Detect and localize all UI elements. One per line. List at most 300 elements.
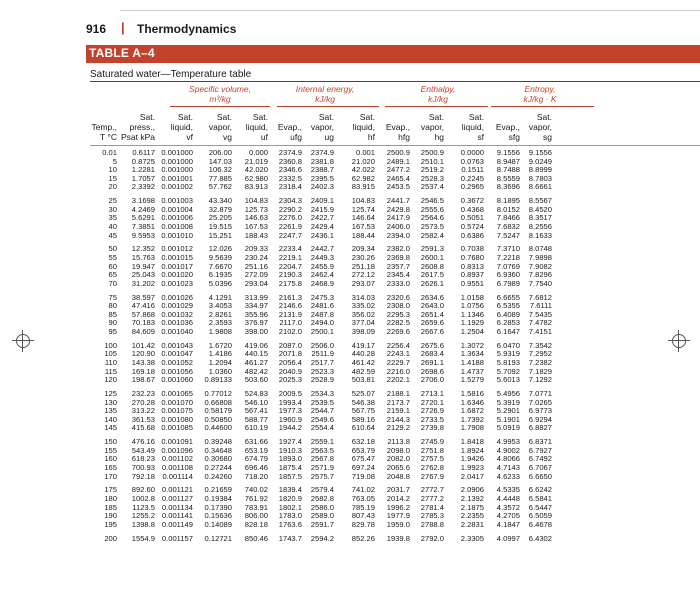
cell-hg: 2626.1 (420, 278, 444, 288)
cell-ug: 2374.9 (310, 148, 334, 157)
cell-ufg: 2146.6 (278, 301, 302, 311)
cell-hg: 2659.6 (420, 318, 444, 328)
cell-vg: 0.77012 (204, 389, 232, 398)
cell-hg: 2788.8 (420, 519, 444, 529)
cell-psat: 0.8725 (131, 156, 155, 166)
cell-hfg: 2065.6 (386, 463, 410, 472)
cell-ug: 2523.3 (310, 366, 334, 376)
cell-ufg: 2360.8 (278, 156, 302, 166)
cell-ufg: 2233.4 (278, 244, 302, 254)
cell-ug: 2449.3 (310, 253, 334, 262)
cell-vg: 3.4053 (208, 301, 232, 311)
cell-hfg: 2357.7 (386, 261, 410, 271)
cell-uf: 293.04 (244, 278, 268, 288)
cell-sf: 1.5816 (460, 389, 484, 398)
cell-ug: 2468.9 (310, 278, 334, 288)
cell-temp: 95 (108, 327, 117, 336)
cell-hfg: 1977.9 (386, 511, 410, 521)
cell-hf: 697.24 (351, 463, 375, 472)
col-header-hf-line0: Sat. (359, 112, 375, 122)
cell-hf: 785.19 (351, 502, 375, 512)
cell-hg: 2713.1 (420, 389, 444, 398)
cell-hf: 398.09 (351, 327, 375, 336)
cell-vg: 1.9808 (208, 327, 232, 336)
cell-ug: 2481.6 (310, 301, 334, 311)
cell-vf: 0.001040 (161, 327, 193, 336)
cell-vf: 0.001070 (161, 397, 193, 407)
col-header-vf-line2: vf (186, 132, 193, 142)
cell-temp: 35 (108, 213, 117, 223)
cell-hg: 2555.6 (420, 204, 444, 214)
cell-temp: 105 (104, 349, 117, 359)
cell-uf: 146.63 (244, 213, 268, 223)
cell-hf: 482.59 (351, 366, 375, 376)
cell-ug: 2415.9 (310, 204, 334, 214)
cell-vf: 0.001127 (161, 494, 193, 503)
cell-hf: 632.18 (351, 437, 375, 447)
cell-temp: 155 (104, 445, 117, 455)
cell-hg: 2739.8 (420, 423, 444, 433)
group-entropy-unit: kJ/kg · K (523, 94, 557, 104)
cell-hf: 461.42 (351, 358, 375, 367)
cell-ug: 2436.1 (310, 230, 334, 240)
cell-sf: 0.6386 (460, 230, 484, 240)
cell-vf: 0.001108 (161, 463, 193, 472)
cell-sf: 1.1346 (460, 309, 484, 319)
cell-temp: 165 (104, 463, 117, 472)
cell-temp: 55 (108, 253, 117, 262)
cell-vf: 0.001114 (162, 471, 193, 481)
cell-sg: 6.6242 (528, 485, 552, 495)
col-header-hg-line1: vapor, (420, 122, 444, 132)
cell-uf: 524.83 (244, 389, 268, 398)
table-label: TABLE A–4 (89, 46, 155, 60)
cell-uf: 355.96 (244, 309, 268, 319)
cell-sfg: 6.1647 (496, 327, 520, 336)
cell-vg: 19.515 (208, 222, 232, 231)
cell-uf: 588.77 (244, 414, 268, 424)
cell-uf: 653.19 (244, 445, 268, 455)
cell-uf: 188.43 (244, 230, 268, 240)
cell-ug: 2567.8 (310, 454, 334, 464)
cell-vf: 0.001047 (161, 349, 193, 359)
cell-temp: 180 (104, 494, 117, 503)
col-header-uf-line1: liquid, (245, 122, 268, 132)
cell-sf: 1.1929 (460, 318, 484, 328)
cell-hfg: 2308.0 (386, 301, 410, 311)
cell-hfg: 2173.7 (386, 397, 410, 407)
cell-sfg: 6.6655 (496, 292, 520, 302)
cell-hg: 2634.6 (420, 292, 444, 302)
cell-sfg: 5.0919 (496, 423, 520, 433)
cell-psat: 31.202 (131, 278, 155, 288)
cell-sg: 7.5435 (528, 309, 552, 319)
cell-temp: 0.01 (102, 148, 117, 157)
cell-ug: 2586.0 (310, 502, 334, 512)
cell-psat: 792.18 (131, 471, 155, 481)
cell-ug: 2388.7 (310, 165, 334, 175)
cell-sfg: 4.9002 (496, 445, 520, 455)
cell-vf: 0.001023 (161, 278, 193, 288)
cell-hfg: 2243.1 (386, 349, 410, 359)
cell-hf: 377.04 (351, 318, 375, 328)
cell-vg: 0.39248 (204, 437, 232, 447)
cell-ufg: 1910.3 (278, 445, 302, 455)
cell-sf: 1.3634 (460, 349, 484, 359)
cell-hf: 503.81 (351, 375, 375, 385)
col-header-temp-line1: Temp., (91, 122, 117, 132)
cell-sf: 0.0763 (460, 156, 484, 166)
cell-ug: 2528.9 (310, 375, 334, 385)
cell-ug: 2549.6 (310, 414, 334, 424)
cell-ufg: 1893.0 (278, 454, 302, 464)
cell-temp: 45 (108, 230, 117, 240)
cell-sg: 8.6661 (528, 182, 552, 192)
cell-vf: 0.001003 (161, 196, 193, 206)
cell-ufg: 2175.8 (278, 278, 302, 288)
cell-temp: 80 (108, 301, 117, 311)
cell-sg: 6.7492 (528, 454, 552, 464)
cell-sg: 6.4302 (528, 533, 552, 543)
cell-sf: 0.5051 (460, 213, 484, 223)
cell-temp: 200 (104, 533, 117, 543)
cell-hfg: 2202.1 (386, 375, 410, 385)
cell-hfg: 2113.8 (387, 437, 410, 447)
cell-vf: 0.001015 (161, 253, 193, 262)
col-header-psat-line1: press., (129, 122, 155, 132)
cell-sf: 0.3672 (460, 196, 484, 206)
cell-hf: 83.915 (351, 182, 375, 192)
cell-sg: 7.6812 (528, 292, 552, 302)
cell-vg: 206.00 (208, 148, 232, 157)
cell-ug: 2554.4 (310, 423, 334, 433)
cell-psat: 361.53 (131, 414, 155, 424)
cell-ug: 2442.7 (310, 244, 334, 254)
cell-hfg: 2048.8 (386, 471, 410, 481)
cell-sfg: 7.3710 (496, 244, 520, 254)
cell-ug: 2455.9 (310, 261, 334, 271)
cell-hfg: 2031.7 (386, 485, 410, 495)
cell-psat: 15.763 (131, 253, 155, 262)
cell-ufg: 1839.4 (278, 485, 302, 495)
cell-vg: 0.24260 (204, 471, 232, 481)
cell-vg: 0.34648 (204, 445, 232, 455)
group-enthalpy-unit: kJ/kg (428, 94, 448, 104)
cell-ufg: 2040.9 (278, 366, 302, 376)
cell-ufg: 1977.3 (278, 406, 302, 416)
cell-hf: 675.47 (351, 454, 375, 464)
cell-hg: 2777.2 (420, 494, 444, 503)
cell-hf: 293.07 (351, 278, 375, 288)
cell-sg: 6.5059 (528, 511, 552, 521)
cell-vf: 0.001141 (161, 511, 193, 521)
cell-hf: 314.03 (351, 292, 375, 302)
cell-temp: 20 (108, 182, 117, 192)
cell-vf: 0.001032 (161, 309, 193, 319)
cell-sg: 7.9082 (528, 261, 552, 271)
cell-vf: 0.001010 (161, 230, 193, 240)
cell-hf: 763.05 (351, 494, 375, 503)
col-header-temp-line2: T °C (100, 132, 117, 142)
cell-vg: 5.0396 (208, 278, 232, 288)
cell-hfg: 2345.4 (386, 270, 410, 280)
group-enthalpy: Enthalpy, (420, 84, 456, 94)
col-header-psat-line0: Sat. (139, 112, 155, 122)
cell-uf: 376.97 (244, 318, 268, 328)
cell-vf: 0.001026 (161, 292, 193, 302)
cell-vf: 0.001056 (161, 366, 193, 376)
cell-hfg: 2229.7 (386, 358, 410, 367)
cell-vg: 1.0360 (208, 366, 232, 376)
cell-uf: 251.16 (244, 261, 268, 271)
cell-vg: 0.30680 (204, 454, 232, 464)
cell-uf: 313.99 (244, 292, 268, 302)
cell-sg: 7.8296 (528, 270, 552, 280)
cell-vg: 43.340 (208, 196, 232, 206)
cell-sf: 1.2504 (460, 327, 484, 336)
cell-sf: 1.9923 (460, 463, 484, 472)
table-label-band (86, 45, 700, 63)
cell-vg: 6.1935 (208, 270, 232, 280)
cell-hg: 2600.1 (420, 253, 444, 262)
cell-hf: 125.74 (351, 204, 375, 214)
cell-ufg: 2190.3 (278, 270, 302, 280)
cell-psat: 892.60 (131, 485, 155, 495)
cell-temp: 120 (104, 375, 117, 385)
cell-temp: 50 (108, 244, 117, 254)
cell-hfg: 2453.5 (386, 182, 410, 192)
cell-hg: 2698.6 (420, 366, 444, 376)
cell-ug: 2544.7 (310, 406, 334, 416)
cell-sf: 2.0906 (460, 485, 484, 495)
cell-sg: 9.1556 (528, 148, 552, 157)
cell-uf: 850.46 (244, 533, 268, 543)
col-header-vf-line0: Sat. (177, 112, 193, 122)
cell-sfg: 4.7143 (496, 463, 520, 472)
cell-vf: 0.001020 (161, 270, 193, 280)
cell-sg: 9.0249 (528, 156, 552, 166)
cell-ufg: 2117.0 (279, 318, 302, 328)
cell-ufg: 2161.3 (278, 292, 302, 302)
cell-hg: 2573.5 (420, 222, 444, 231)
cell-sfg: 7.6832 (496, 222, 520, 231)
cell-sg: 8.5567 (528, 196, 552, 206)
cell-vf: 0.001075 (161, 406, 193, 416)
col-header-uf-line0: Sat. (252, 112, 268, 122)
cell-sfg: 6.7989 (496, 278, 520, 288)
cell-ufg: 2025.3 (278, 375, 302, 385)
cell-vf: 0.001000 (161, 165, 193, 175)
cell-sfg: 4.5335 (496, 485, 520, 495)
cell-sfg: 5.7092 (496, 366, 520, 376)
cell-sfg: 4.9953 (496, 437, 520, 447)
cell-psat: 1002.8 (131, 494, 155, 503)
cell-hf: 21.020 (351, 156, 375, 166)
cell-sf: 0.7680 (460, 253, 484, 262)
group-specific-volume-unit: m³/kg (209, 94, 231, 104)
cell-ufg: 2056.4 (278, 358, 302, 367)
cell-hf: 104.83 (351, 196, 375, 206)
cell-psat: 543.49 (131, 445, 155, 455)
cell-sg: 8.8999 (528, 165, 552, 175)
cell-hg: 2564.6 (420, 213, 444, 223)
header-bottom-rule (90, 145, 700, 146)
cell-sfg: 4.4448 (496, 494, 520, 503)
cell-temp: 30 (108, 204, 117, 214)
cell-ufg: 1743.7 (278, 533, 302, 543)
cell-ug: 2395.5 (310, 173, 334, 183)
cell-hfg: 2159.1 (386, 406, 410, 416)
cell-temp: 85 (108, 309, 117, 319)
col-header-ufg-line1: Evap., (277, 122, 302, 132)
cell-hg: 2675.6 (420, 340, 444, 350)
cell-sf: 2.3305 (460, 533, 484, 543)
cell-vg: 32.879 (208, 204, 232, 214)
cell-ug: 2575.7 (310, 471, 334, 481)
cell-ufg: 2219.1 (278, 253, 302, 262)
cell-psat: 169.18 (131, 366, 155, 376)
cell-hfg: 1939.8 (386, 533, 410, 543)
cell-ug: 2511.9 (311, 349, 334, 359)
cell-hf: 719.08 (351, 471, 375, 481)
cell-sf: 1.9426 (460, 454, 484, 464)
cell-vf: 0.001121 (161, 485, 193, 495)
cell-vg: 9.5639 (208, 253, 232, 262)
cell-vg: 0.21659 (204, 485, 232, 495)
header-separator: | (121, 20, 125, 35)
cell-psat: 0.6117 (132, 148, 155, 157)
cell-ufg: 2374.9 (278, 148, 302, 157)
cell-ug: 2559.1 (310, 437, 334, 447)
cell-psat: 1.2281 (131, 165, 155, 175)
cell-psat: 270.28 (131, 397, 155, 407)
cell-vf: 0.001036 (161, 318, 193, 328)
cell-hg: 2751.8 (420, 445, 444, 455)
cell-ufg: 2087.0 (278, 340, 302, 350)
cell-hfg: 2477.2 (386, 165, 410, 175)
cell-hfg: 1959.0 (386, 519, 410, 529)
col-header-uf-line2: uf (260, 132, 268, 142)
cell-hg: 2733.5 (420, 414, 444, 424)
cell-sf: 0.8937 (460, 270, 484, 280)
cell-hf: 525.07 (351, 389, 375, 398)
cell-hg: 2745.9 (420, 437, 444, 447)
cell-sf: 1.0158 (460, 292, 484, 302)
cell-psat: 415.68 (131, 423, 155, 433)
cell-sg: 6.8371 (528, 437, 552, 447)
cell-uf: 631.66 (244, 437, 268, 447)
cell-vg: 0.17390 (204, 502, 232, 512)
cell-vg: 2.8261 (208, 309, 232, 319)
cell-hfg: 2500.9 (386, 148, 410, 157)
cell-sg: 7.1829 (528, 366, 552, 376)
cell-uf: 482.42 (244, 366, 268, 376)
cell-sfg: 8.0152 (496, 204, 520, 214)
cell-ufg: 2261.9 (278, 222, 302, 231)
cell-uf: 783.91 (244, 502, 268, 512)
cell-hf: 188.44 (351, 230, 375, 240)
cell-ug: 2402.3 (310, 182, 334, 192)
cell-temp: 40 (108, 222, 117, 231)
group-specific-volume: Specific volume, (189, 84, 251, 94)
cell-hf: 42.022 (351, 165, 375, 175)
cell-ug: 2582.8 (310, 494, 334, 503)
cell-vf: 0.001157 (161, 533, 193, 543)
cell-sf: 1.8924 (460, 445, 484, 455)
cell-ug: 2429.4 (310, 222, 334, 231)
cell-sfg: 8.3696 (496, 182, 520, 192)
cell-sf: 2.0417 (460, 471, 484, 481)
cell-uf: 610.19 (244, 423, 268, 433)
cell-vf: 0.001080 (161, 414, 193, 424)
col-header-ug-line1: vapor, (310, 122, 334, 132)
cell-uf: 209.33 (244, 244, 268, 254)
cell-vf: 0.001000 (161, 156, 193, 166)
cell-vf: 0.001043 (161, 340, 193, 350)
cell-psat: 618.23 (131, 454, 155, 464)
cell-vf: 0.001060 (161, 375, 193, 385)
cell-sfg: 6.0470 (496, 340, 520, 350)
cell-ug: 2422.7 (310, 213, 334, 223)
cell-vf: 0.001029 (161, 301, 193, 311)
cell-hf: 272.12 (351, 270, 375, 280)
header-top-rule (90, 81, 700, 82)
cell-hfg: 2429.8 (386, 204, 410, 214)
cell-hf: 356.02 (351, 309, 375, 319)
cell-vf: 0.001052 (161, 358, 193, 367)
cell-sf: 2.1875 (460, 502, 484, 512)
cell-psat: 57.868 (131, 309, 155, 319)
cell-vg: 0.27244 (204, 463, 232, 472)
cell-temp: 60 (108, 261, 117, 271)
table-subtitle: Saturated water—Temperature table (90, 69, 252, 80)
cell-vg: 0.15636 (204, 511, 232, 521)
cell-sg: 8.7803 (528, 173, 552, 183)
cell-temp: 185 (104, 502, 117, 512)
cell-psat: 47.416 (131, 301, 155, 311)
cell-hg: 2720.1 (420, 397, 444, 407)
cell-sfg: 5.6013 (496, 375, 520, 385)
group-underline-energy (277, 106, 379, 107)
cell-sg: 8.4520 (528, 204, 552, 214)
cell-sfg: 5.4956 (496, 389, 520, 398)
cell-temp: 100 (104, 340, 117, 350)
cell-hf: 741.02 (351, 485, 375, 495)
col-header-sf-line2: sf (477, 132, 484, 142)
cell-uf: 398.00 (244, 327, 268, 336)
cell-sg: 7.7540 (528, 278, 552, 288)
cell-temp: 135 (104, 406, 117, 416)
cell-hfg: 2098.0 (386, 445, 410, 455)
cell-sg: 6.5841 (528, 494, 552, 503)
cell-sfg: 4.3572 (496, 502, 520, 512)
cell-temp: 15 (108, 173, 117, 183)
cell-hg: 2591.3 (420, 244, 444, 254)
cell-sfg: 8.9487 (496, 156, 520, 166)
cell-psat: 19.947 (131, 261, 155, 271)
cell-psat: 3.1698 (131, 196, 155, 206)
cell-uf: 740.02 (244, 485, 268, 495)
cell-ug: 2487.8 (310, 309, 334, 319)
cell-hfg: 2014.2 (386, 494, 410, 503)
cell-temp: 5 (112, 156, 117, 166)
cell-sfg: 5.2901 (496, 406, 520, 416)
cell-sf: 0.2245 (460, 173, 484, 183)
cell-vg: 0.50850 (204, 414, 232, 424)
cell-temp: 25 (108, 196, 117, 206)
cell-hf: 167.53 (351, 222, 375, 231)
cell-vf: 0.001008 (161, 222, 193, 231)
